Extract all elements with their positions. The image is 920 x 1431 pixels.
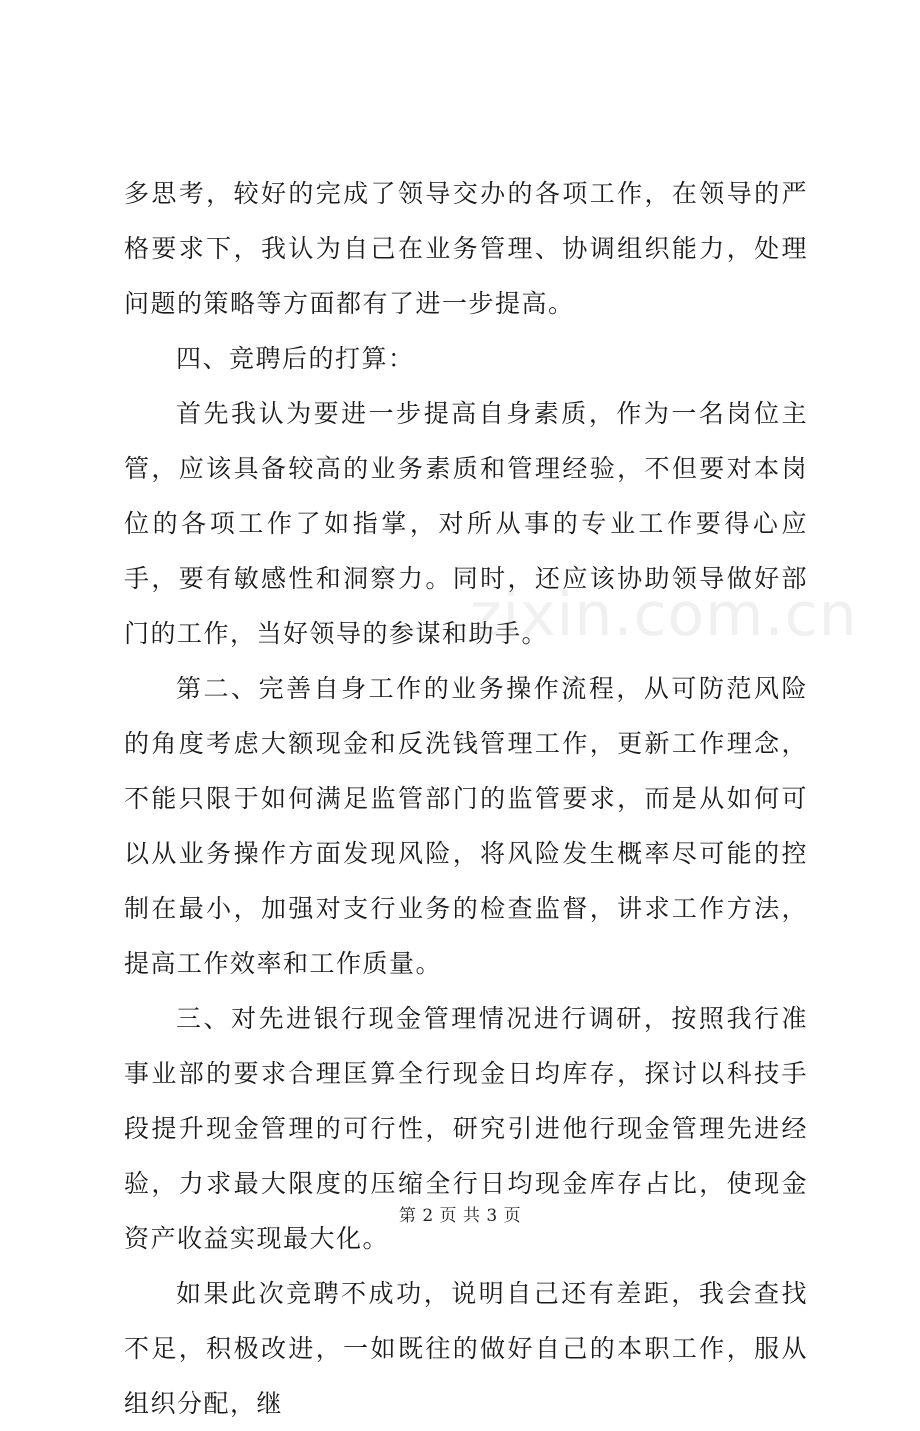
watermark: zixin.com.cn [470,580,858,650]
paragraph-4: 第二、完善自身工作的业务操作流程，从可防范风险的角度考虑大额现金和反洗钱管理工作，更新工作理念，不能只限于如何满足监管部门的监管要求，而是从如何可以从业务操作方面发现风险，将风险发生概率尽可能的控制在最小，加强对支行业务的检查监督，讲求工作方法，提高工作效率和工作质量。 [124,674,808,978]
paragraph-3: 首先我认为要进一步提高自身素质，作为一名岗位主管，应该具备较高的业务素质和管理经验，不但要对本岗位的各项工作了如指掌，对所从事的专业工作要得心应手，要有敏感性和洞察力。同时，还应该协助领导做好部门的工作，当好领导的参谋和助手。 [124,399,808,648]
page-footer: 第 2 页 共 3 页 [398,1206,522,1226]
document-body [124,166,808,1431]
section-heading-plans: 四、竞聘后的打算： [176,344,415,373]
paragraph-5: 三、对先进银行现金管理情况进行调研，按照我行准事业部的要求合理匡算全行现金日均库存，探讨以科技手段提升现金管理的可行性，研究引进他行现金管理先进经验，力求最大限度的压缩全行日均现金库存占比，使现金资产收益实现最大化。 [124,1004,808,1253]
paragraph-1: 多思考，较好的完成了领导交办的各项工作，在领导的严格要求下，我认为自己在业务管理、协调组织能力，处理问题的策略等方面都有了进一步提高。 [124,179,808,318]
paragraph-6: 如果此次竞聘不成功，说明自己还有差距，我会查找不足，积极改进，一如既往的做好自己的本职工作，服从组织分配，继 [124,1279,808,1418]
